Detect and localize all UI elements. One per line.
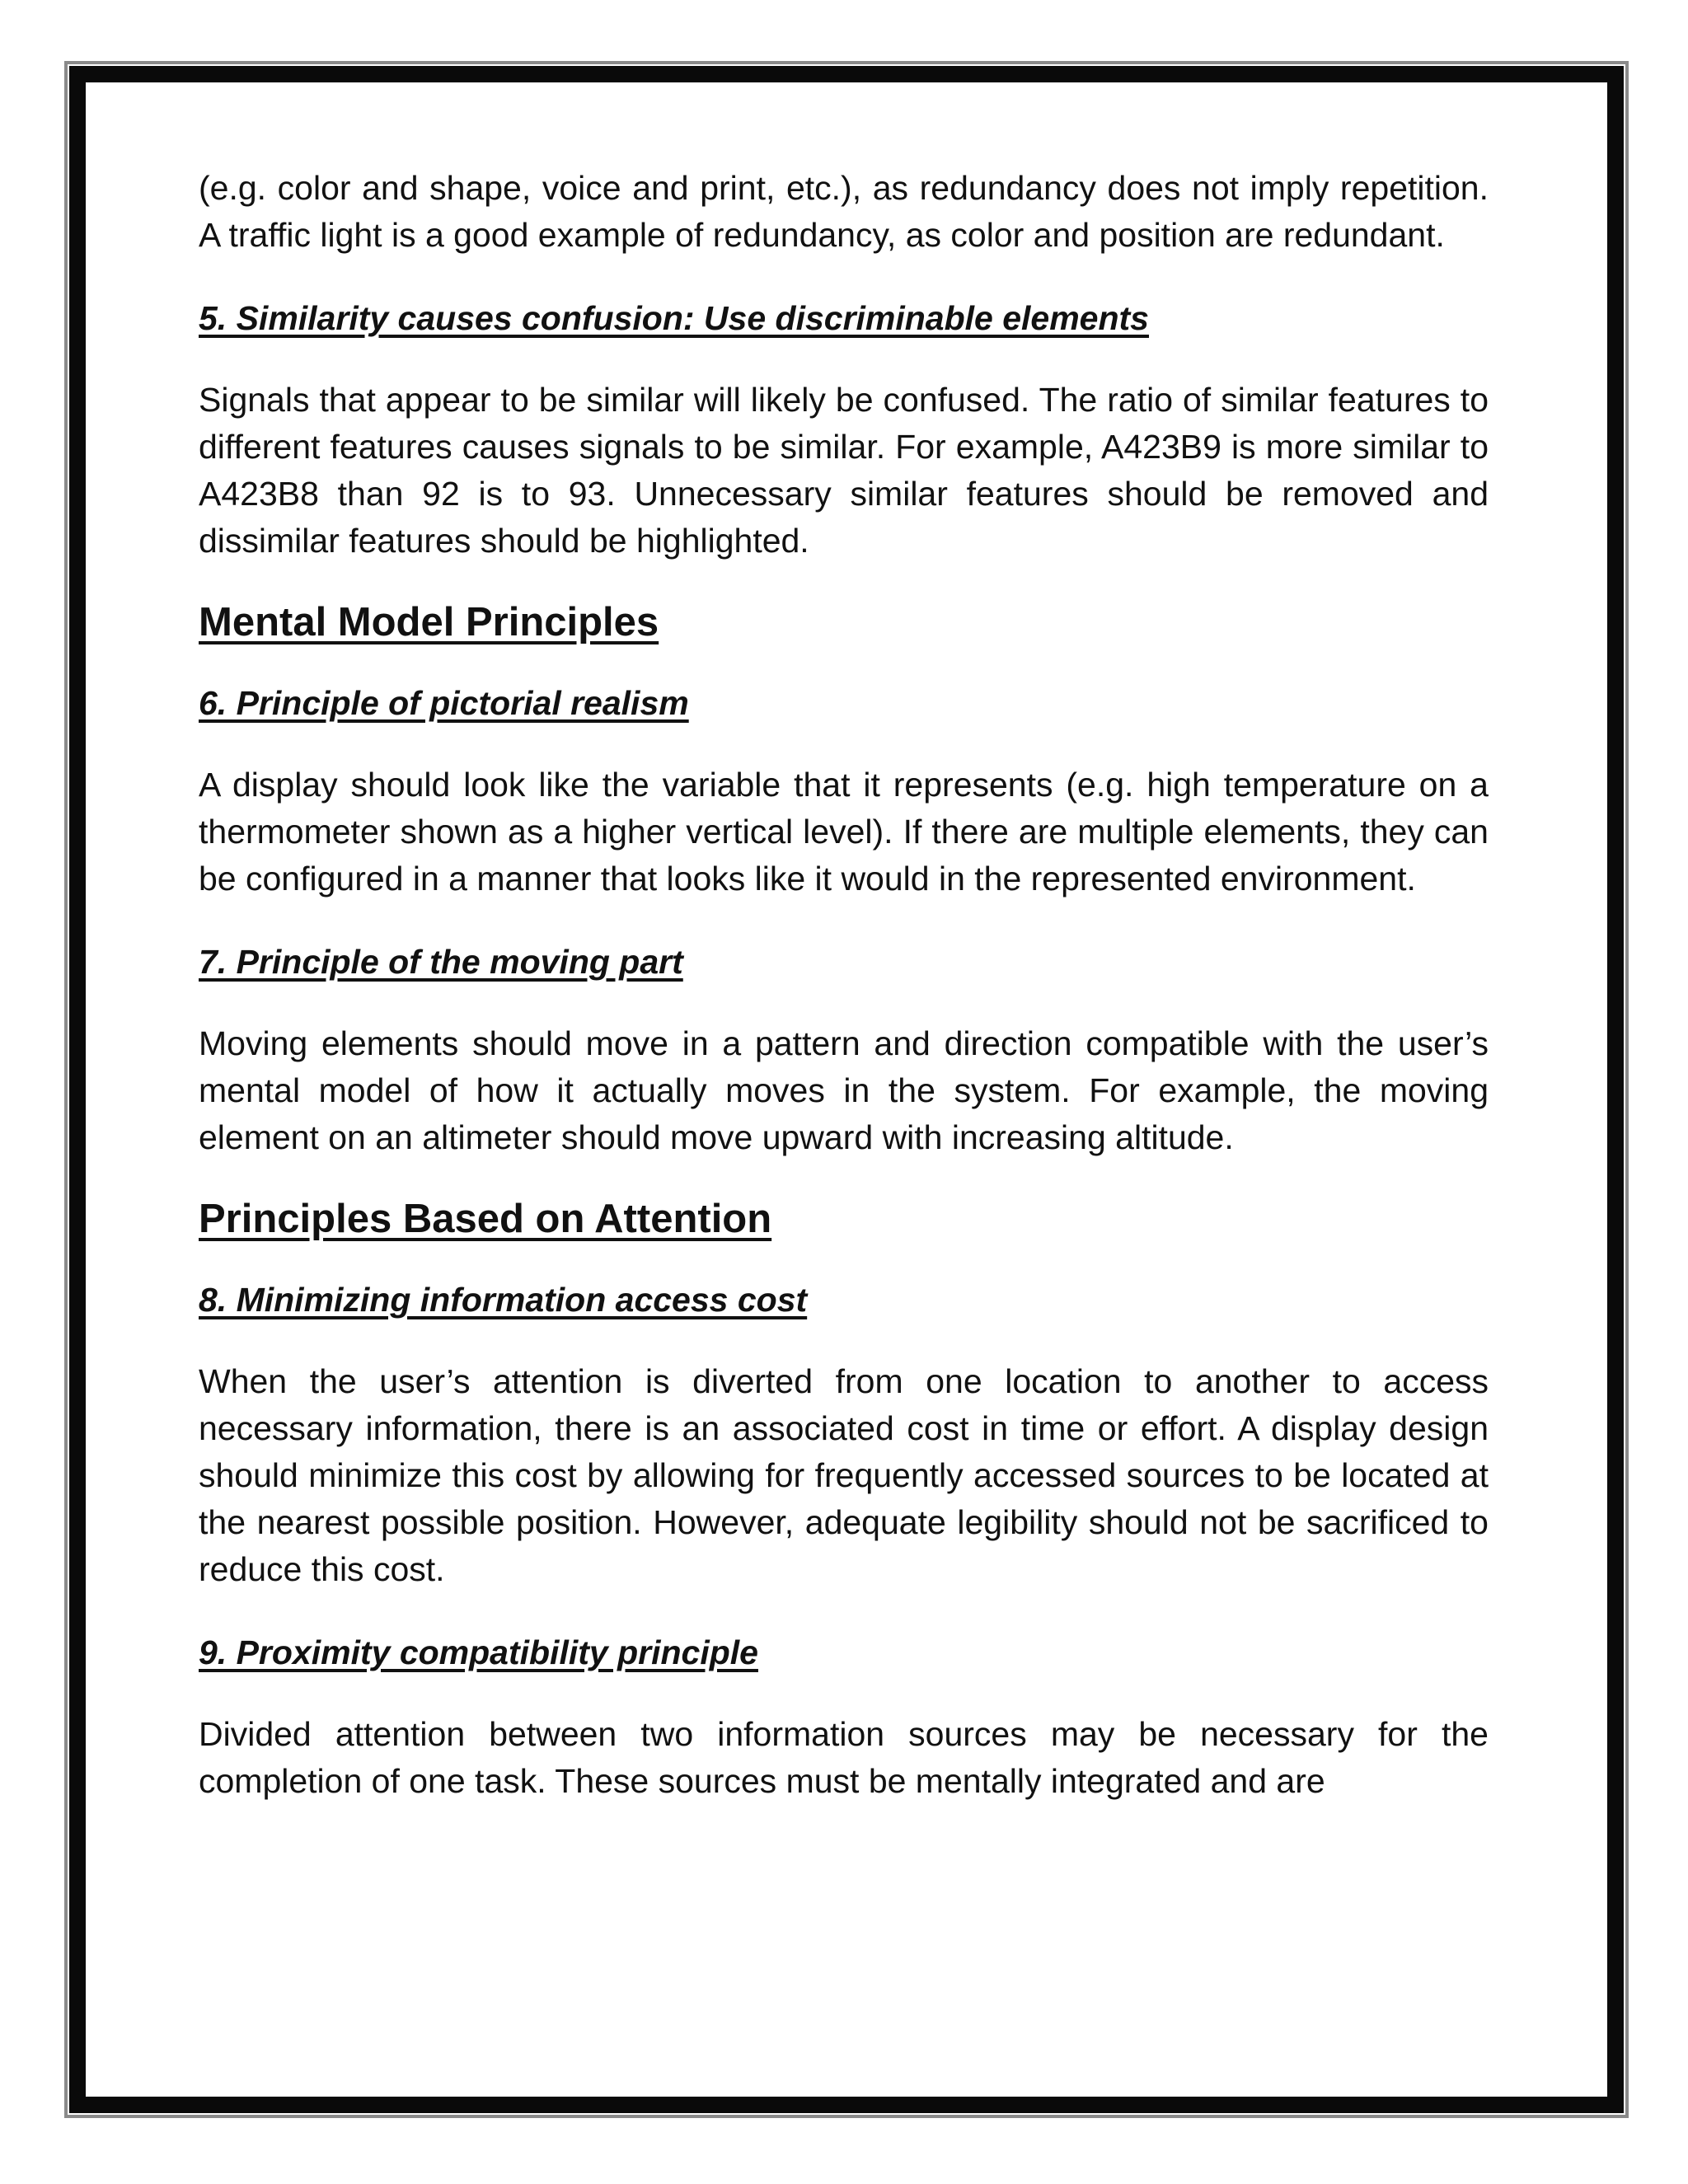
subheading-pictorial-realism: 6. Principle of pictorial realism [199,684,689,722]
paragraph-pictorial-realism: A display should look like the variable that it represents (e.g. high temperature on a thermometer shown as a higher vertical level). If there are multiple elements, they can be configured in a manner that looks like it would in the represented environment. [199,766,1489,898]
paragraph-proximity-compatibility: Divided attention between two information sources may be necessary for the completion of one task. These sources must be mentally integrated and are [199,1715,1489,1800]
subheading-information-access-cost: 8. Minimizing information access cost [199,1281,808,1319]
subheading-moving-part: 7. Principle of the moving part [199,943,683,981]
paragraph-information-access-cost: When the user’s attention is diverted from one location to another to access necessary information, there is an associated cost in time or effort. A display design should minimize this cost by allowing for frequently accessed sources to be located at the nearest possible position. However, adequate legibility should not be sacrificed to reduce this cost. [199,1362,1489,1588]
paragraph-redundancy-continued: (e.g. color and shape, voice and print, etc.), as redundancy does not imply repetition. A traffic light is a good example of redundancy, as color and position are redundant. [199,169,1489,254]
subheading-similarity-causes-confusion: 5. Similarity causes confusion: Use discriminable elements [199,299,1149,337]
paragraph-similarity: Signals that appear to be similar will likely be confused. The ratio of similar features to different features causes signals to be similar. For example, A423B9 is more similar to A423B8 than 92 is to 93. Unnecessary similar features should be removed and dissimilar features should be highlighted. [199,381,1489,560]
paragraph-moving-part: Moving elements should move in a pattern and direction compatible with the user’s mental model of how it actually moves in the system. For example, the moving element on an altimeter should move upward with increasing altitude. [199,1024,1489,1156]
subheading-proximity-compatibility: 9. Proximity compatibility principle [199,1633,758,1671]
document-body [199,165,1489,1805]
section-heading-mental-model-principles: Mental Model Principles [199,600,659,644]
section-heading-principles-based-on-attention: Principles Based on Attention [199,1197,772,1241]
